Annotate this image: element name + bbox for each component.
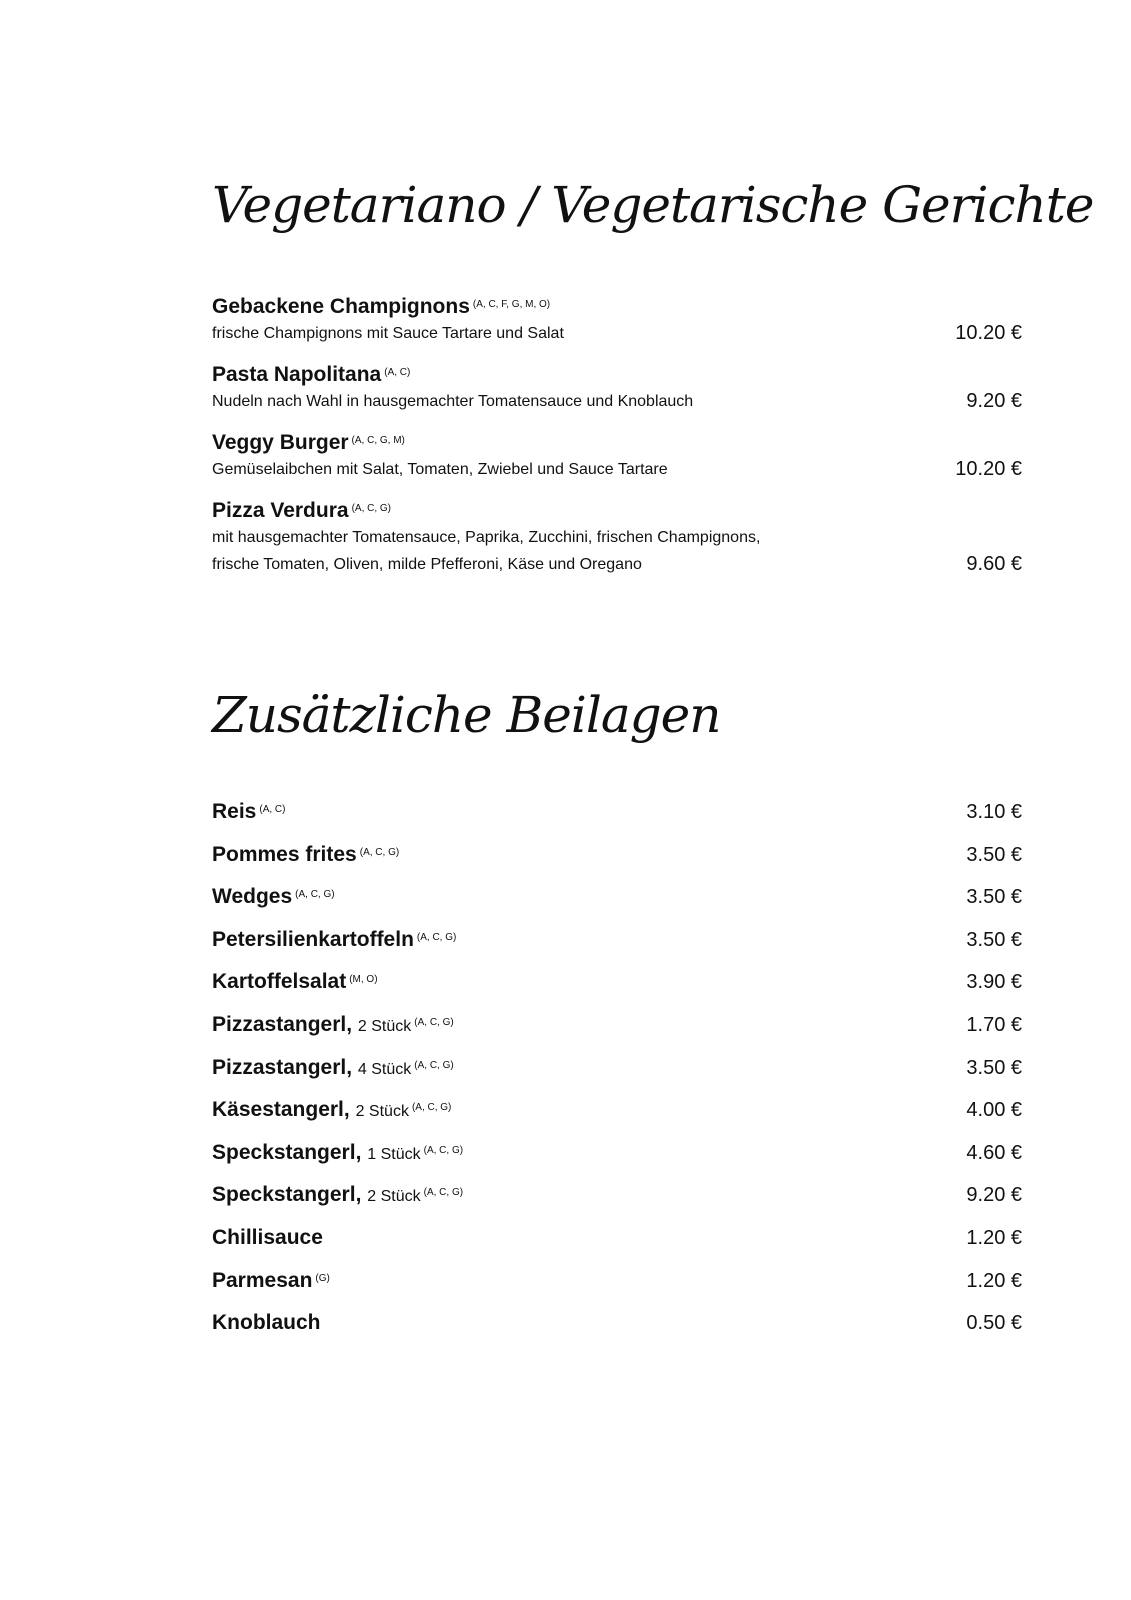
allergen-codes: (A, C, G) xyxy=(351,503,392,514)
item-price: 4.60 € xyxy=(966,1141,1022,1164)
item-name: Pasta Napolitana xyxy=(212,363,382,386)
sides-list xyxy=(212,799,1022,1353)
allergen-codes: (A, C, G) xyxy=(414,1059,454,1071)
item-price: 4.00 € xyxy=(966,1099,1022,1122)
menu-item xyxy=(212,1268,1022,1311)
menu-item xyxy=(212,1182,1022,1225)
item-quantity: 2 Stück xyxy=(367,1188,421,1206)
menu-item xyxy=(212,884,1022,927)
menu-item xyxy=(212,1055,1022,1098)
item-price: 3.90 € xyxy=(966,971,1022,994)
section-title-sides: Zusätzliche Beilagen xyxy=(212,686,721,744)
item-name: Wedges xyxy=(212,885,293,909)
menu-item xyxy=(212,1225,1022,1268)
item-price: 9.20 € xyxy=(966,390,1022,412)
menu-item xyxy=(212,842,1022,885)
item-price: 3.50 € xyxy=(966,886,1022,909)
item-name: Käsestangerl, xyxy=(212,1098,350,1122)
item-price: 3.10 € xyxy=(966,801,1022,823)
item-name: Speckstangerl, xyxy=(212,1183,362,1207)
item-price: 9.20 € xyxy=(966,1184,1022,1207)
item-name: Knoblauch xyxy=(212,1311,321,1335)
item-quantity: 2 Stück xyxy=(355,1103,409,1121)
item-name: Pizzastangerl, xyxy=(212,1055,353,1079)
menu-item xyxy=(212,498,1022,578)
allergen-codes: (A, C, G) xyxy=(359,846,400,858)
menu-item xyxy=(212,294,1022,347)
item-name: Gebackene Champignons xyxy=(212,295,470,318)
item-price: 3.50 € xyxy=(966,928,1022,951)
item-price: 1.70 € xyxy=(966,1013,1022,1036)
item-name: Veggy Burger xyxy=(212,431,349,454)
item-description: mit hausgemachter Tomatensauce, Paprika, Zucchini, frischen Champignons, xyxy=(212,529,761,546)
menu-item xyxy=(212,362,1022,415)
menu-item xyxy=(212,799,1022,842)
item-description: Nudeln nach Wahl in hausgemachter Tomatensauce und Knoblauch xyxy=(212,393,694,410)
item-quantity: 4 Stück xyxy=(357,1060,412,1078)
allergen-codes: (A, C, G) xyxy=(423,1144,464,1156)
item-quantity: 2 Stück xyxy=(357,1017,412,1035)
item-price: 1.20 € xyxy=(966,1226,1022,1249)
item-description: frische Champignons mit Sauce Tartare und Salat xyxy=(212,325,564,342)
item-price: 10.20 € xyxy=(955,458,1022,480)
menu-item xyxy=(212,1012,1022,1055)
allergen-codes: (A, C, G) xyxy=(411,1102,452,1114)
item-name: Pizza Verdura xyxy=(212,499,349,522)
item-price: 0.50 € xyxy=(966,1312,1022,1335)
allergen-codes: (G) xyxy=(315,1272,330,1284)
allergen-codes: (A, C, G, M) xyxy=(351,435,405,446)
allergen-codes: (A, C, G) xyxy=(423,1187,464,1199)
menu-item xyxy=(212,927,1022,970)
menu-item xyxy=(212,430,1022,483)
allergen-codes: (A, C, F, G, M, O) xyxy=(472,299,551,310)
item-description-line-2: frische Tomaten, Oliven, milde Pfefferoni, Käse und Oregano xyxy=(212,556,642,573)
item-name: Kartoffelsalat xyxy=(212,970,347,994)
item-name: Parmesan xyxy=(212,1268,313,1292)
item-name: Pizzastangerl, xyxy=(212,1012,353,1036)
allergen-codes: (A, C) xyxy=(384,367,411,378)
item-name: Chillisauce xyxy=(212,1225,323,1249)
allergen-codes: (M, O) xyxy=(349,974,378,986)
item-name: Petersilienkartoffeln xyxy=(212,927,414,951)
item-price: 9.60 € xyxy=(966,553,1022,575)
allergen-codes: (A, C, G) xyxy=(295,889,335,901)
item-price: 1.20 € xyxy=(966,1269,1022,1292)
section-title-vegetarian: Vegetariano / Vegetarische Gerichte xyxy=(212,176,1094,234)
item-quantity: 1 Stück xyxy=(367,1145,421,1163)
item-name: Speckstangerl, xyxy=(212,1140,362,1164)
item-price: 3.50 € xyxy=(966,1056,1022,1079)
item-price: 10.20 € xyxy=(955,322,1022,344)
item-name: Reis xyxy=(212,800,257,823)
allergen-codes: (A, C, G) xyxy=(416,931,457,943)
allergen-codes: (A, C, G) xyxy=(414,1016,454,1028)
menu-item xyxy=(212,1310,1022,1353)
menu-item xyxy=(212,969,1022,1012)
item-description: Gemüselaibchen mit Salat, Tomaten, Zwiebel und Sauce Tartare xyxy=(212,461,668,478)
allergen-codes: (A, C) xyxy=(259,804,286,815)
vegetarian-list xyxy=(212,294,1022,593)
item-price: 3.50 € xyxy=(966,843,1022,866)
menu-item xyxy=(212,1097,1022,1140)
item-name: Pommes frites xyxy=(212,842,357,866)
menu-item xyxy=(212,1140,1022,1183)
